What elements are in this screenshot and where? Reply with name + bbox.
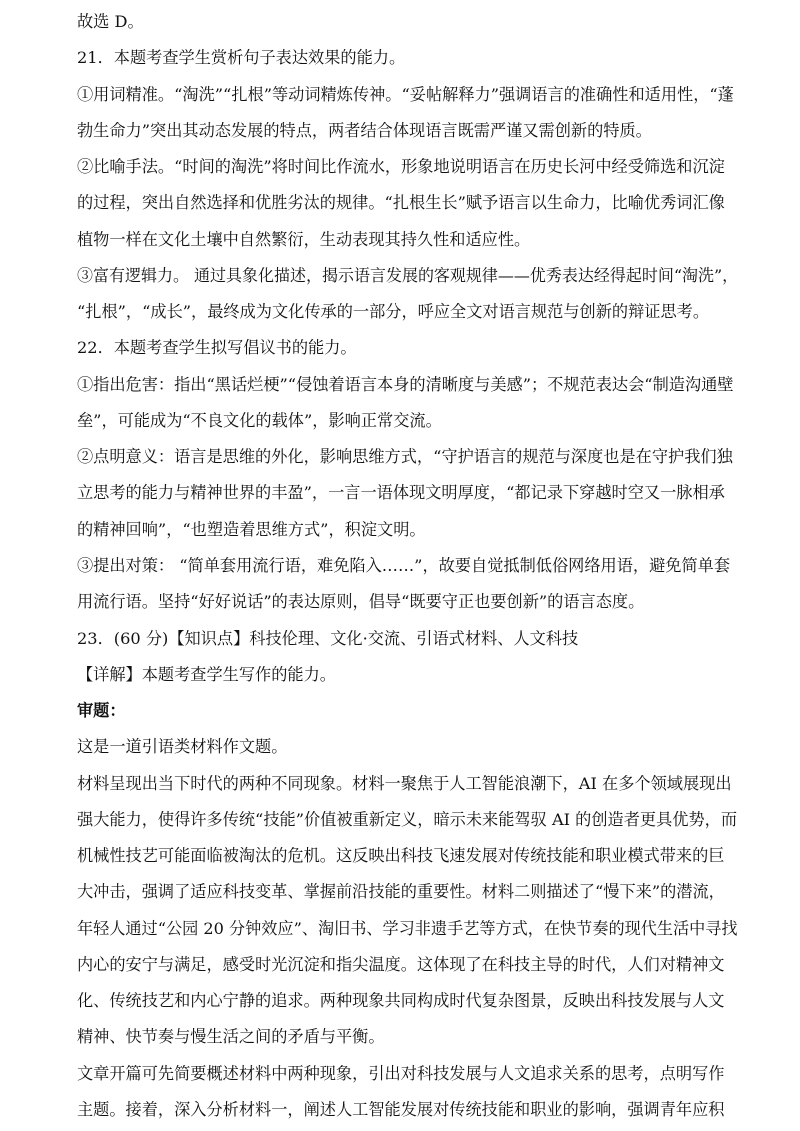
text-line: 【详解】本题考查学生写作的能力。 xyxy=(77,665,336,684)
text-line: 机械性技艺可能面临被淘汰的危机。这反映出科技飞速发展对传统技能和职业模式带来的巨 xyxy=(77,846,725,865)
text-line: ①用词精准。“淘洗”“扎根”等动词精炼传神。“妥帖解释力”强调语言的准确性和适用性，“蓬 xyxy=(77,85,734,104)
text-line: ②点明意义：语言是思维的外化，影响思维方式，“守护语言的规范与深度也是在守护我们独 xyxy=(77,447,733,466)
text-line: ②比喻手法。“时间的淘洗”将时间比作流水，形象地说明语言在历史长河中经受筛选和沉淀 xyxy=(77,157,725,176)
text-line: 内心的安宁与满足，感受时光沉淀和指尖温度。这体现了在科技主导的时代，人们对精神文 xyxy=(77,955,725,974)
text-line: 年轻人通过“公园 20 分钟效应”、淘旧书、学习非遗手艺等方式，在快节奏的现代生活中寻找 xyxy=(77,919,738,938)
text-line: 的过程，突出自然选择和优胜劣汰的规律。“扎根生长”赋予语言以生命力，比喻优秀词汇像 xyxy=(77,193,725,212)
text-line: ①指出危害：指出“黑话烂梗”“侵蚀着语言本身的清晰度与美感”；不规范表达会“制造沟通壁 xyxy=(77,375,734,394)
text-line: 的精神回响”，“也塑造着思维方式”，积淀文明。 xyxy=(77,520,426,539)
text-line: 立思考的能力与精神世界的丰盈”，一言一语体现文明厚度，“都记录下穿越时空又一脉相承 xyxy=(77,483,725,502)
text-line: ③富有逻辑力。 通过具象化描述，揭示语言发展的客观规律——优秀表达经得起时间“淘洗”， xyxy=(77,266,739,285)
text-line: ③提出对策： “简单套用流行语，难免陷入……”，故要自觉抵制低俗网络用语，避免简单套 xyxy=(77,556,731,575)
text-line: 大冲击，强调了适应科技变革、掌握前沿技能的重要性。材料二则描述了“慢下来”的潜流， xyxy=(77,882,725,901)
text-line: 故选 D。 xyxy=(77,12,144,31)
text-line: 精神、快节奏与慢生活之间的矛盾与平衡。 xyxy=(77,1027,385,1046)
text-line: 用流行语。坚持“好好说话”的表达原则，倡导“既要守正也要创新”的语言态度。 xyxy=(77,592,645,611)
text-line: 22．本题考查学生拟写倡议书的能力。 xyxy=(77,338,357,357)
section-heading: 审题： xyxy=(77,701,126,720)
text-line: 文章开篇可先简要概述材料中两种现象，引出对科技发展与人文追求关系的思考，点明写作 xyxy=(77,1064,725,1083)
text-line: 23．(60 分)【知识点】科技伦理、文化·交流、引语式材料、人文科技 xyxy=(77,629,579,648)
text-line: 垒”，可能成为“不良文化的载体”，影响正常交流。 xyxy=(77,411,442,430)
text-line: 强大能力，使得许多传统“技能”价值被重新定义，暗示未来能驾驭 AI 的创造者更具优势，而 xyxy=(77,810,738,829)
text-line: 主题。接着，深入分析材料一，阐述人工智能发展对传统技能和职业的影响，强调青年应积 xyxy=(77,1100,725,1119)
text-line: 这是一道引语类材料作文题。 xyxy=(77,737,288,756)
text-line: 勃生命力”突出其动态发展的特点，两者结合体现语言既需严谨又需创新的特质。 xyxy=(77,121,652,140)
text-line: 化、传统技艺和内心宁静的追求。两种现象共同构成时代复杂图景，反映出科技发展与人文 xyxy=(77,991,725,1010)
text-line: “扎根”，“成长”，最终成为文化传承的一部分，呼应全文对语言规范与创新的辩证思考。 xyxy=(77,302,710,321)
text-line: 植物一样在文化土壤中自然繁衍，生动表现其持久性和适应性。 xyxy=(77,230,531,249)
text-line: 材料呈现出当下时代的两种不同现象。材料一聚焦于人工智能浪潮下，AI 在多个领域展现出 xyxy=(77,774,732,793)
text-line: 21．本题考查学生赏析句子表达效果的能力。 xyxy=(77,48,406,67)
